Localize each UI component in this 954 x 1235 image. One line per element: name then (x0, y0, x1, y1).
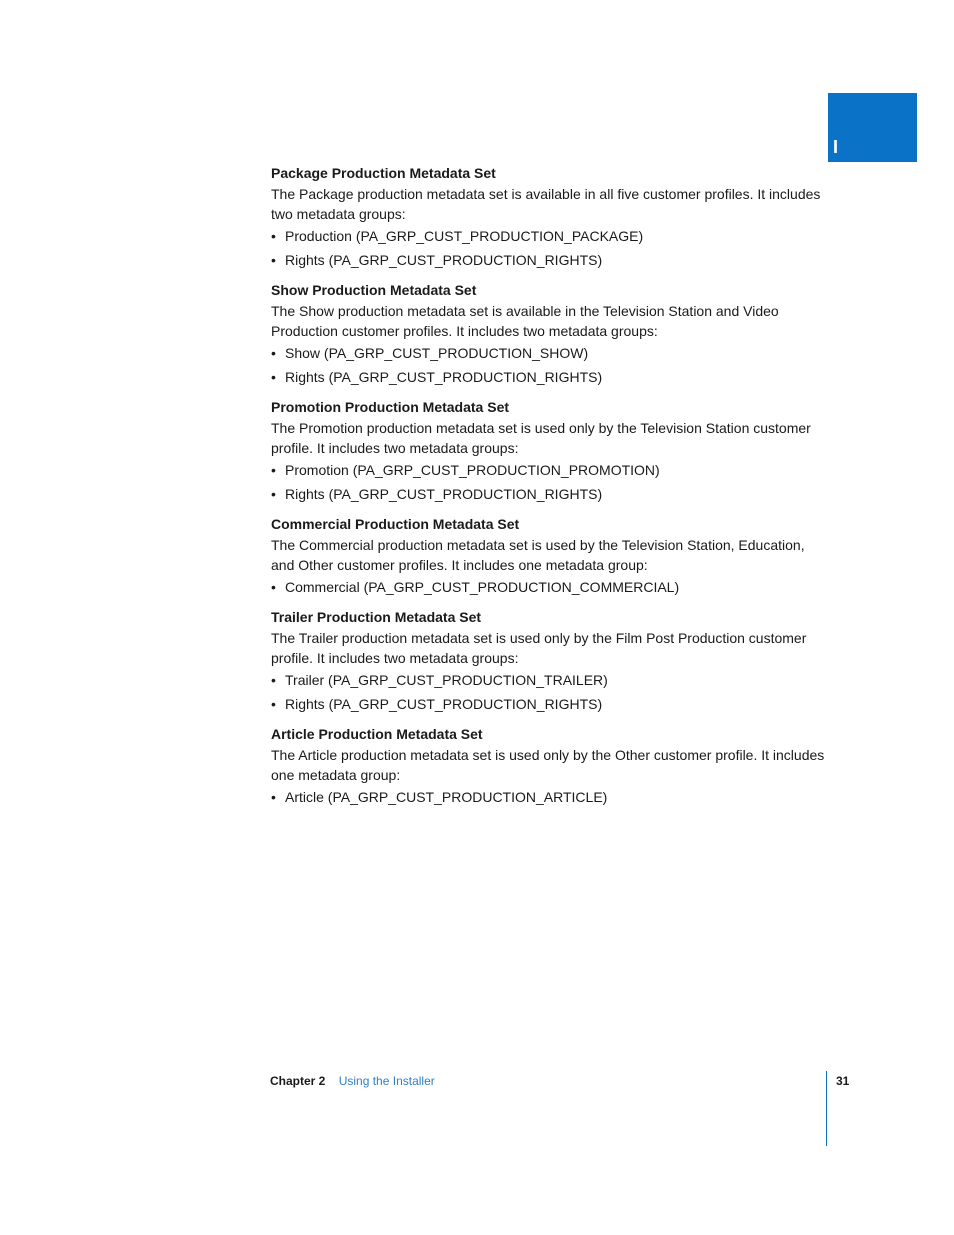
footer-chapter-label: Chapter 2 (270, 1074, 326, 1088)
section-body: The Promotion production metadata set is used only by the Television Station customer profile. It includes two metadata groups: (271, 420, 811, 456)
section-body: The Article production metadata set is used only by the Other customer profile. It includes one metadata group: (271, 747, 825, 783)
footer-divider (826, 1071, 827, 1146)
bullet-item: • Rights (PA_GRP_CUST_PRODUCTION_RIGHTS) (271, 484, 831, 504)
bullet-item: • Rights (PA_GRP_CUST_PRODUCTION_RIGHTS) (271, 367, 831, 387)
bullet-list (271, 460, 831, 504)
footer-chapter-title-link[interactable]: Using the Installer (338, 1074, 435, 1088)
bullet-list (271, 787, 831, 807)
section-body: The Trailer production metadata set is used only by the Film Post Production customer profile. It includes two metadata groups: (271, 630, 807, 666)
bullet-item: • Production (PA_GRP_CUST_PRODUCTION_PACKAGE) (271, 226, 831, 246)
section-title: Promotion Production Metadata Set (271, 399, 510, 415)
page-footer (270, 1073, 435, 1089)
section-title: Show Production Metadata Set (271, 282, 477, 298)
section-title: Commercial Production Metadata Set (271, 516, 520, 532)
section-article (271, 724, 831, 807)
bullet-item: • Promotion (PA_GRP_CUST_PRODUCTION_PROMOTION) (271, 460, 831, 480)
section-body: The Commercial production metadata set is used by the Television Station, Education, and Other customer profiles. It includes one metadata group: (271, 537, 805, 573)
bullet-item: • Commercial (PA_GRP_CUST_PRODUCTION_COMMERCIAL) (271, 577, 831, 597)
bullet-list (271, 226, 831, 270)
section-trailer (271, 607, 831, 714)
section-title: Article Production Metadata Set (271, 726, 483, 742)
section-title: Package Production Metadata Set (271, 165, 496, 181)
section-title: Trailer Production Metadata Set (271, 609, 482, 625)
bullet-item: • Article (PA_GRP_CUST_PRODUCTION_ARTICLE) (271, 787, 831, 807)
bullet-item: • Rights (PA_GRP_CUST_PRODUCTION_RIGHTS) (271, 694, 831, 714)
page-number: 31 (836, 1074, 850, 1088)
section-commercial (271, 514, 831, 597)
bullet-list (271, 670, 831, 714)
section-body: The Package production metadata set is available in all five customer profiles. It includes two metadata groups: (271, 186, 821, 222)
section-body: The Show production metadata set is available in the Television Station and Video Production customer profiles. It includes two metadata groups: (271, 303, 779, 339)
bullet-item: • Trailer (PA_GRP_CUST_PRODUCTION_TRAILER) (271, 670, 831, 690)
bullet-list (271, 577, 831, 597)
bullet-item: • Show (PA_GRP_CUST_PRODUCTION_SHOW) (271, 343, 831, 363)
bullet-list (271, 343, 831, 387)
bullet-item: • Rights (PA_GRP_CUST_PRODUCTION_RIGHTS) (271, 250, 831, 270)
section-package (271, 163, 831, 270)
section-show (271, 280, 831, 387)
page-content (271, 163, 831, 817)
section-promotion (271, 397, 831, 504)
chapter-tab (828, 93, 917, 162)
chapter-tab-mark: I (833, 137, 839, 157)
